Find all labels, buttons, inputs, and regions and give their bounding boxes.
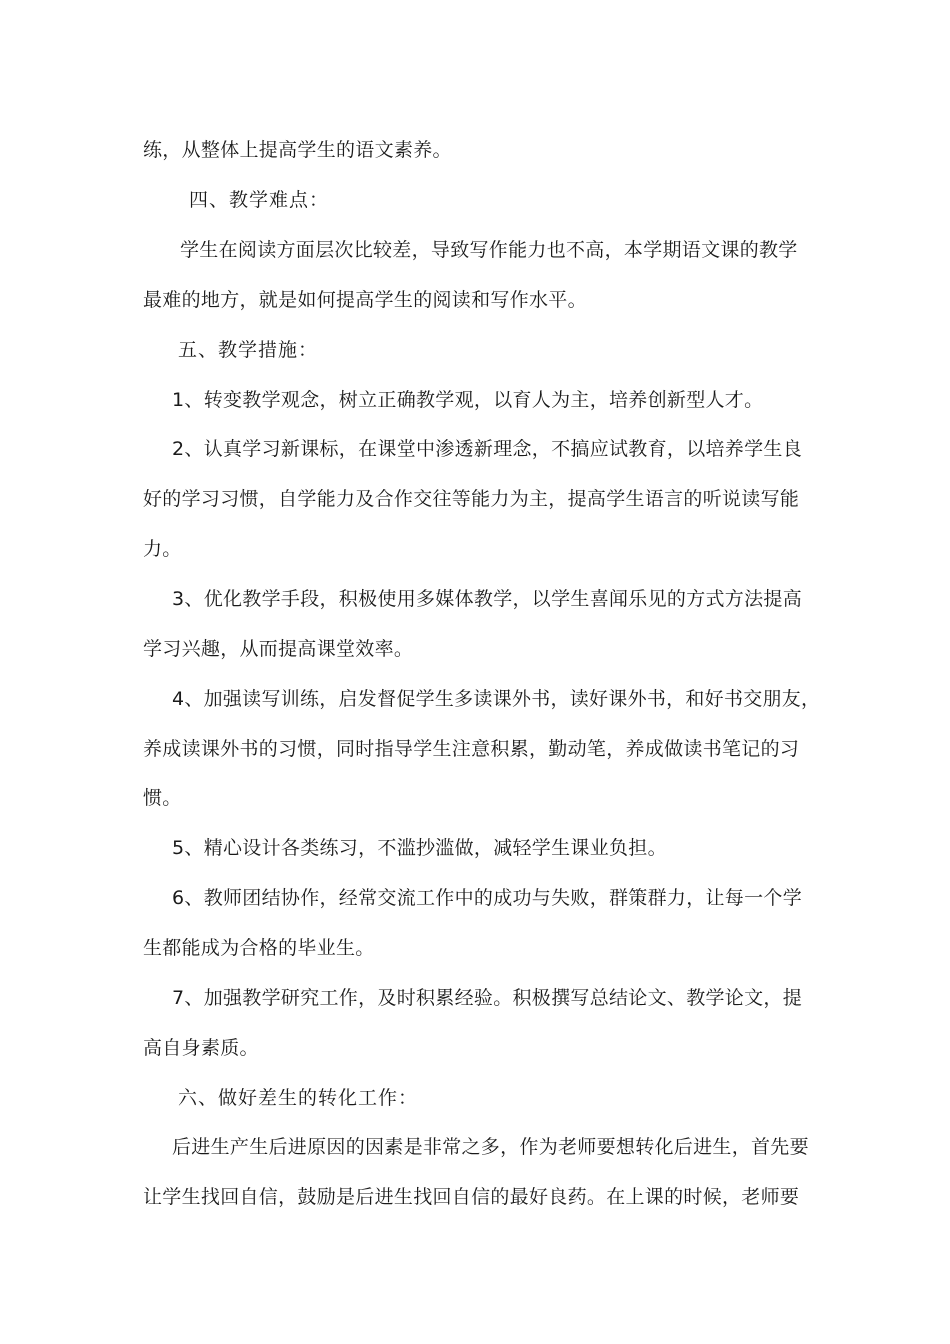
- paragraph-line: 生都能成为合格的毕业生。: [143, 937, 375, 959]
- paragraph-line: 惯。: [143, 787, 182, 809]
- paragraph-line: 好的学习习惯，自学能力及合作交往等能力为主，提高学生语言的听说读写能: [143, 488, 800, 510]
- paragraph-line: 养成读课外书的习惯，同时指导学生注意积累，勤动笔，养成做读书笔记的习: [143, 738, 800, 760]
- paragraph-line: 后进生产生后进原因的因素是非常之多，作为老师要想转化后进生，首先要: [172, 1136, 809, 1158]
- list-item: 6、教师团结协作，经常交流工作中的成功与失败，群策群力，让每一个学: [172, 887, 802, 909]
- paragraph-line: 学生在阅读方面层次比较差，导致写作能力也不高，本学期语文课的教学: [180, 239, 798, 261]
- list-item: 3、优化教学手段，积极使用多媒体教学，以学生喜闻乐见的方式方法提高: [172, 588, 802, 610]
- paragraph-line: 力。: [143, 538, 182, 560]
- paragraph-line: 学习兴趣，从而提高课堂效率。: [143, 638, 414, 660]
- paragraph-line: 练，从整体上提高学生的语文素养。: [143, 139, 452, 161]
- list-item: 1、转变教学观念，树立正确教学观，以育人为主，培养创新型人才。: [172, 389, 764, 411]
- section-heading: 六、做好差生的转化工作：: [178, 1087, 419, 1109]
- paragraph-line: 最难的地方，就是如何提高学生的阅读和写作水平。: [143, 289, 587, 311]
- list-item: 2、认真学习新课标，在课堂中渗透新理念，不搞应试教育，以培养学生良: [172, 438, 802, 460]
- list-item: 7、加强教学研究工作，及时积累经验。积极撰写总结论文、教学论文，提: [172, 987, 802, 1009]
- section-heading: 五、教学措施：: [178, 339, 319, 361]
- paragraph-line: 让学生找回自信，鼓励是后进生找回自信的最好良药。在上课的时候，老师要: [143, 1186, 800, 1208]
- section-heading: 四、教学难点：: [189, 189, 330, 211]
- list-item: 5、精心设计各类练习，不滥抄滥做，减轻学生课业负担。: [172, 837, 667, 859]
- paragraph-line: 高自身素质。: [143, 1037, 259, 1059]
- list-item: 4、加强读写训练，启发督促学生多读课外书，读好课外书，和好书交朋友，: [172, 688, 821, 710]
